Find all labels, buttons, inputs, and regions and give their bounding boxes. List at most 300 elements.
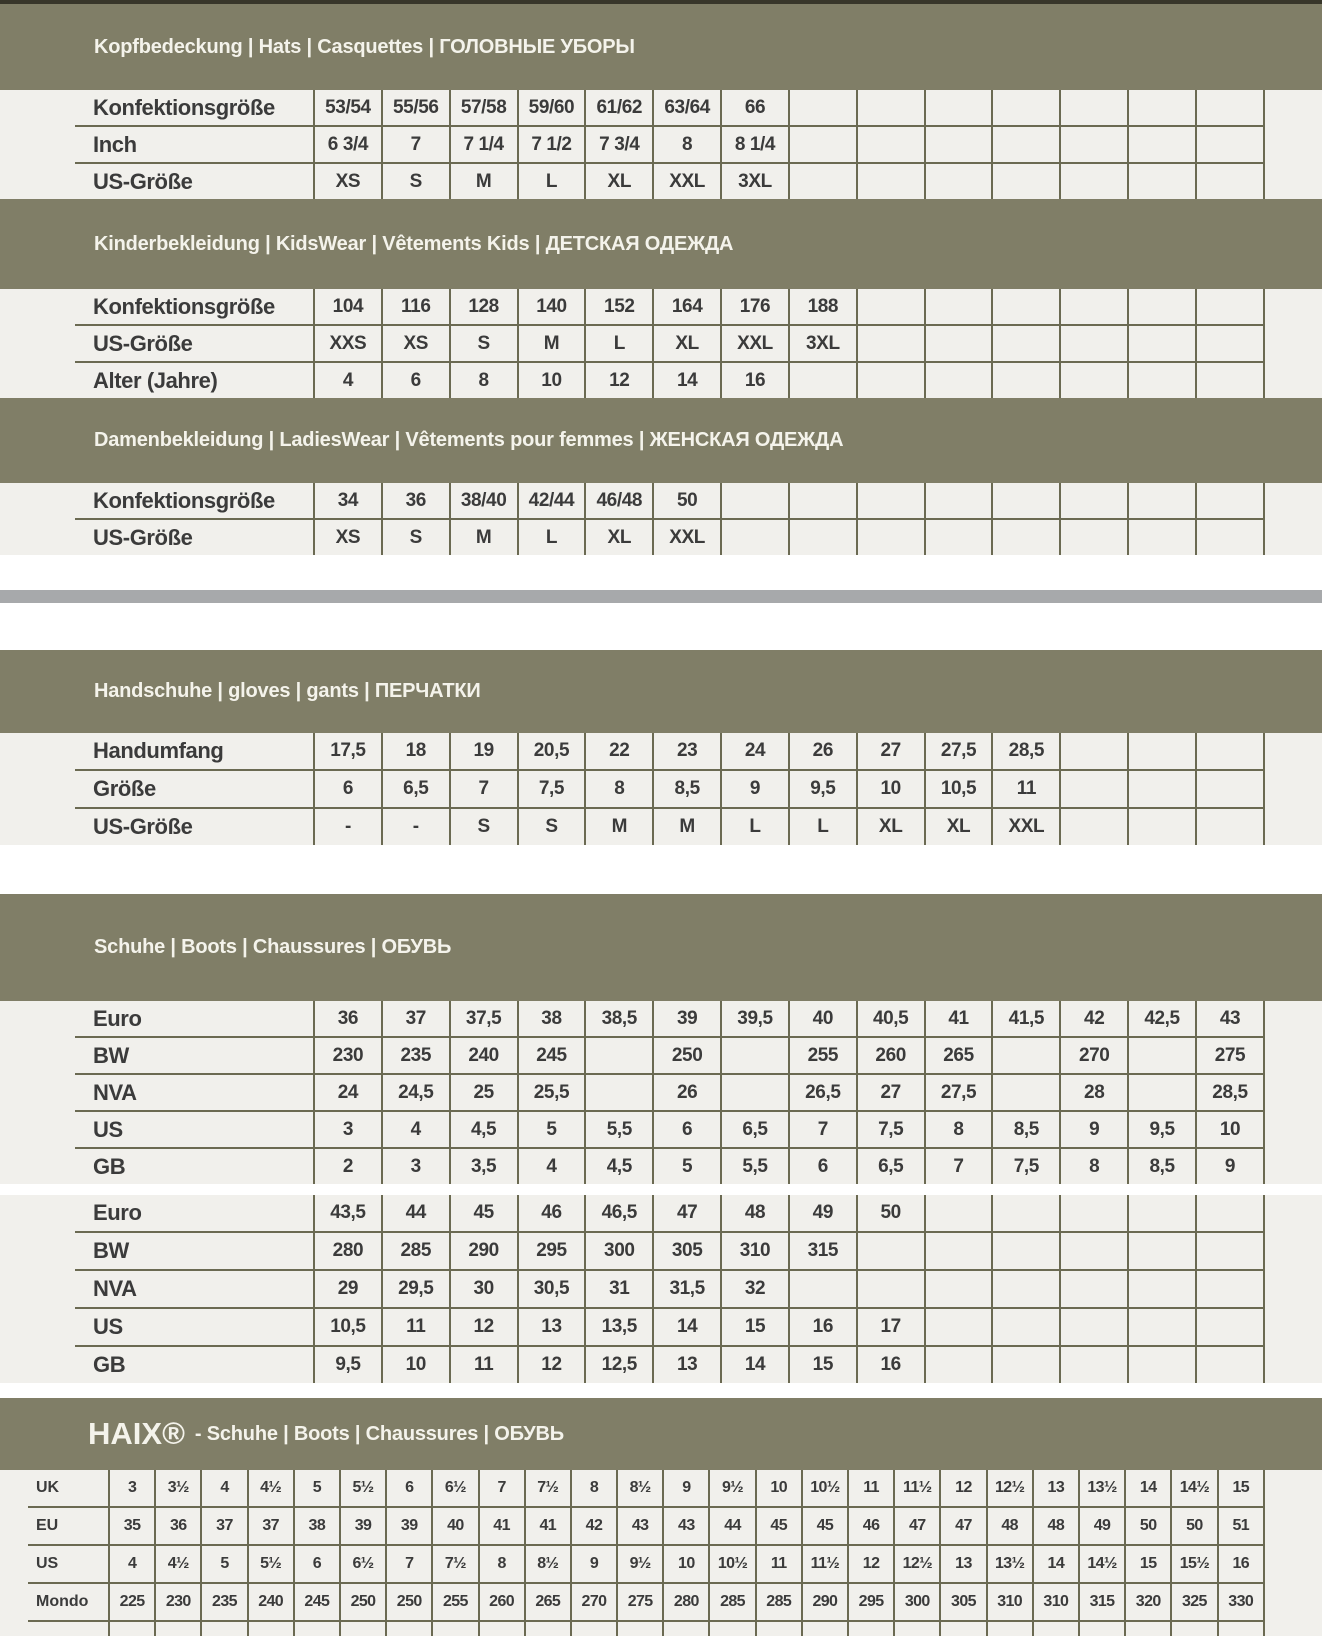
size-cell: S (450, 325, 518, 362)
empty-cell (1128, 1195, 1196, 1232)
size-cell: 230 (155, 1583, 201, 1621)
size-cell: M (585, 808, 653, 845)
size-cell: 12 (450, 1308, 518, 1346)
size-cell: 13½ (1079, 1470, 1125, 1507)
size-cell: 5½ (340, 1470, 386, 1507)
size-cell: S (382, 163, 450, 199)
size-cell: 310 (987, 1583, 1033, 1621)
size-cell: 10 (857, 770, 925, 808)
empty-cell (857, 325, 925, 362)
size-cell: 300 (585, 1232, 653, 1270)
empty-cell (925, 1346, 993, 1383)
size-cell: M (518, 325, 586, 362)
empty-cell (721, 483, 789, 519)
empty-cell (925, 483, 993, 519)
size-cell: 30 (450, 1270, 518, 1308)
table-row (75, 483, 1264, 519)
row-label: US (75, 1308, 314, 1346)
size-grid (28, 1470, 1265, 1636)
section-title-kids: Kinderbekleidung | KidsWear | Vêtements Kids | ДЕТСКАЯ ОДЕЖДА (94, 232, 734, 255)
empty-cell (1196, 362, 1264, 398)
empty-cell (992, 519, 1060, 555)
size-cell: 6½ (340, 1545, 386, 1583)
grid-tail-cell (1033, 1621, 1079, 1636)
size-cell: 38 (294, 1507, 340, 1545)
grid-tail-cell (709, 1621, 755, 1636)
size-cell: 7,5 (857, 1111, 925, 1148)
size-cell: 55/56 (382, 90, 450, 126)
size-cell: 41 (479, 1507, 525, 1545)
size-cell: 41 (525, 1507, 571, 1545)
size-cell: 10,5 (314, 1308, 382, 1346)
size-cell: 8 (925, 1111, 993, 1148)
ladies-size-table (0, 483, 1322, 555)
size-cell: 39 (386, 1507, 432, 1545)
empty-cell (585, 1074, 653, 1111)
size-cell: 40 (432, 1507, 478, 1545)
size-cell: 42,5 (1128, 1001, 1196, 1037)
size-cell: L (721, 808, 789, 845)
empty-cell (992, 1037, 1060, 1074)
size-cell: 7 (386, 1545, 432, 1583)
table-row (75, 1037, 1264, 1074)
size-cell: 250 (386, 1583, 432, 1621)
size-cell: 235 (382, 1037, 450, 1074)
size-cell: 9 (1196, 1148, 1264, 1184)
empty-cell (857, 1232, 925, 1270)
size-cell: 8,5 (653, 770, 721, 808)
size-cell: 12½ (987, 1470, 1033, 1507)
size-cell: 44 (709, 1507, 755, 1545)
size-cell: 46/48 (585, 483, 653, 519)
empty-cell (1060, 1270, 1128, 1308)
size-cell: 13 (1033, 1470, 1079, 1507)
size-cell: 48 (1033, 1507, 1079, 1545)
table-row (75, 1148, 1264, 1184)
empty-cell (992, 362, 1060, 398)
size-cell: 330 (1218, 1583, 1265, 1621)
size-cell: M (450, 163, 518, 199)
size-cell: 48 (987, 1507, 1033, 1545)
size-cell: 24 (721, 733, 789, 770)
size-cell: 310 (721, 1232, 789, 1270)
empty-cell (925, 163, 993, 199)
size-cell: 280 (314, 1232, 382, 1270)
size-cell: 49 (789, 1195, 857, 1232)
section-header-hats (0, 4, 1322, 90)
size-cell: 3½ (155, 1470, 201, 1507)
size-cell: 45 (802, 1507, 848, 1545)
size-cell: 40,5 (857, 1001, 925, 1037)
size-cell: 11 (382, 1308, 450, 1346)
empty-cell (721, 1074, 789, 1111)
size-cell: 49 (1079, 1507, 1125, 1545)
empty-cell (925, 1232, 993, 1270)
grid-tail-cell (756, 1621, 802, 1636)
empty-cell (857, 289, 925, 325)
empty-cell (857, 483, 925, 519)
empty-cell (925, 362, 993, 398)
size-cell: 5 (653, 1148, 721, 1184)
empty-cell (1128, 325, 1196, 362)
empty-cell (1060, 1195, 1128, 1232)
size-cell: 13 (940, 1545, 986, 1583)
size-cell: 6,5 (721, 1111, 789, 1148)
size-grid (75, 1001, 1265, 1184)
size-cell: XXS (314, 325, 382, 362)
size-cell: 7 (479, 1470, 525, 1507)
size-cell: XXL (653, 519, 721, 555)
table-row (75, 126, 1264, 163)
white-gap (0, 845, 1322, 894)
size-cell: 53/54 (314, 90, 382, 126)
size-cell: 12 (518, 1346, 586, 1383)
empty-cell (1128, 770, 1196, 808)
row-label: US-Größe (75, 808, 314, 845)
size-cell: 6 (789, 1148, 857, 1184)
size-cell: 27 (857, 733, 925, 770)
size-cell: 10½ (709, 1545, 755, 1583)
size-cell: XXL (653, 163, 721, 199)
empty-cell (992, 126, 1060, 163)
size-cell: 280 (663, 1583, 709, 1621)
table-row (75, 1195, 1264, 1232)
size-cell: 36 (155, 1507, 201, 1545)
size-cell: XS (314, 163, 382, 199)
section-title-hats: Kopfbedeckung | Hats | Casquettes | ГОЛОВНЫЕ УБОРЫ (94, 35, 635, 58)
empty-cell (925, 1195, 993, 1232)
table-row (28, 1507, 1264, 1545)
size-cell: 29 (314, 1270, 382, 1308)
size-cell: 43 (1196, 1001, 1264, 1037)
row-label: US-Größe (75, 163, 314, 199)
grid-tail-cell (386, 1621, 432, 1636)
size-cell: 230 (314, 1037, 382, 1074)
row-label: Euro (93, 1200, 142, 1225)
size-cell: 6,5 (382, 770, 450, 808)
size-cell: 9 (1060, 1111, 1128, 1148)
size-cell: 27,5 (925, 1074, 993, 1111)
size-cell: 16 (721, 362, 789, 398)
size-cell: 4½ (248, 1470, 294, 1507)
size-cell: 15 (1125, 1545, 1171, 1583)
size-cell: 10½ (802, 1470, 848, 1507)
size-cell: 8 (653, 126, 721, 163)
empty-cell (789, 126, 857, 163)
empty-cell (789, 90, 857, 126)
size-cell: 8½ (525, 1545, 571, 1583)
empty-cell (1060, 733, 1128, 770)
table-row (75, 163, 1264, 199)
size-cell: 24 (314, 1074, 382, 1111)
size-cell: 37 (248, 1507, 294, 1545)
empty-cell (1060, 770, 1128, 808)
empty-cell (992, 325, 1060, 362)
empty-cell (789, 1270, 857, 1308)
empty-cell (789, 519, 857, 555)
row-label: US-Größe (75, 325, 314, 362)
size-cell: XL (925, 808, 993, 845)
size-cell: 325 (1171, 1583, 1217, 1621)
size-cell: 305 (940, 1583, 986, 1621)
size-cell: 176 (721, 289, 789, 325)
size-cell: 46,5 (585, 1195, 653, 1232)
table-row (75, 289, 1264, 325)
size-cell: 11 (992, 770, 1060, 808)
empty-cell (1060, 163, 1128, 199)
empty-cell (925, 519, 993, 555)
size-cell: 3,5 (450, 1148, 518, 1184)
row-label: US (75, 1111, 314, 1148)
size-cell: 9,5 (314, 1346, 382, 1383)
size-cell: 290 (802, 1583, 848, 1621)
size-cell: 61/62 (585, 90, 653, 126)
size-cell: 50 (1171, 1507, 1217, 1545)
empty-cell (789, 483, 857, 519)
section-header-haix (0, 1398, 1322, 1470)
size-cell: 188 (789, 289, 857, 325)
empty-cell (1128, 519, 1196, 555)
empty-cell (789, 362, 857, 398)
empty-cell (1060, 362, 1128, 398)
size-cell: 8 (571, 1470, 617, 1507)
empty-cell (1060, 1232, 1128, 1270)
size-cell: - (314, 808, 382, 845)
empty-cell (1128, 289, 1196, 325)
table-row (75, 770, 1264, 808)
size-cell: 13½ (987, 1545, 1033, 1583)
size-cell: 32 (721, 1270, 789, 1308)
size-cell: 42 (1060, 1001, 1128, 1037)
size-cell: 12 (848, 1545, 894, 1583)
size-cell: 3 (109, 1470, 155, 1507)
empty-cell (1128, 1270, 1196, 1308)
size-cell: 320 (1125, 1583, 1171, 1621)
size-cell: 50 (653, 483, 721, 519)
size-cell: 4 (518, 1148, 586, 1184)
size-cell: 290 (450, 1232, 518, 1270)
size-grid (75, 733, 1265, 845)
size-cell: 46 (518, 1195, 586, 1232)
size-cell: 295 (518, 1232, 586, 1270)
empty-cell (1060, 325, 1128, 362)
size-cell: 26,5 (789, 1074, 857, 1111)
empty-cell (857, 362, 925, 398)
empty-cell (1196, 1195, 1264, 1232)
grid-tail-cell (894, 1621, 940, 1636)
size-cell: XXL (721, 325, 789, 362)
size-cell: 4,5 (450, 1111, 518, 1148)
empty-cell (1128, 733, 1196, 770)
empty-cell (1060, 1346, 1128, 1383)
size-cell: 8 1/4 (721, 126, 789, 163)
size-cell: 9 (571, 1545, 617, 1583)
size-cell: 5 (518, 1111, 586, 1148)
size-cell: 42 (571, 1507, 617, 1545)
grid-tail-cell (848, 1621, 894, 1636)
grid-tail-cell (525, 1621, 571, 1636)
size-cell: 315 (1079, 1583, 1125, 1621)
size-cell: 6 (386, 1470, 432, 1507)
size-cell: 15 (789, 1346, 857, 1383)
table-row (75, 1232, 1264, 1270)
size-cell: 4 (314, 362, 382, 398)
size-cell: L (789, 808, 857, 845)
size-cell: - (382, 808, 450, 845)
empty-cell (857, 1270, 925, 1308)
empty-cell (1196, 770, 1264, 808)
size-cell: 3XL (721, 163, 789, 199)
row-label: BW (75, 1232, 314, 1270)
empty-cell (992, 1346, 1060, 1383)
size-cell: 41 (925, 1001, 993, 1037)
size-cell: 7,5 (992, 1148, 1060, 1184)
section-header-ladies (0, 398, 1322, 483)
empty-cell (925, 126, 993, 163)
row-label: GB (75, 1346, 314, 1383)
size-cell: 14½ (1079, 1545, 1125, 1583)
size-cell: 11½ (894, 1470, 940, 1507)
size-cell: 12½ (894, 1545, 940, 1583)
size-cell: 31 (585, 1270, 653, 1308)
empty-cell (1128, 90, 1196, 126)
empty-cell (1128, 126, 1196, 163)
size-cell: 3 (382, 1148, 450, 1184)
size-cell: 255 (432, 1583, 478, 1621)
empty-cell (1196, 519, 1264, 555)
section-title-shoes: Schuhe | Boots | Chaussures | ОБУВЬ (94, 936, 452, 958)
empty-cell (585, 1037, 653, 1074)
size-cell: 7 (925, 1148, 993, 1184)
section-header-shoes (0, 894, 1322, 1001)
size-cell: 13,5 (585, 1308, 653, 1346)
size-cell: 43 (617, 1507, 663, 1545)
size-cell: 4,5 (585, 1148, 653, 1184)
size-cell: 4½ (155, 1545, 201, 1583)
empty-cell (1060, 483, 1128, 519)
row-label: Handumfang (93, 738, 224, 763)
row-label: Inch (75, 126, 314, 163)
size-cell: 275 (617, 1583, 663, 1621)
grid-tail-cell (109, 1621, 155, 1636)
row-label: Mondo (28, 1583, 109, 1621)
empty-cell (1128, 163, 1196, 199)
empty-cell (1128, 1346, 1196, 1383)
empty-cell (925, 1308, 993, 1346)
empty-cell (925, 289, 993, 325)
size-cell: 17,5 (314, 733, 382, 770)
empty-cell (1060, 289, 1128, 325)
row-label: BW (75, 1037, 314, 1074)
table-row (75, 808, 1264, 845)
size-cell: 31,5 (653, 1270, 721, 1308)
size-cell: 13 (518, 1308, 586, 1346)
table-row (75, 325, 1264, 362)
size-cell: 30,5 (518, 1270, 586, 1308)
size-cell: 29,5 (382, 1270, 450, 1308)
empty-cell (1128, 808, 1196, 845)
empty-cell (1196, 1308, 1264, 1346)
size-cell: 7,5 (518, 770, 586, 808)
size-cell: 45 (756, 1507, 802, 1545)
gloves-size-table (0, 733, 1322, 845)
size-cell: 270 (1060, 1037, 1128, 1074)
size-grid (75, 90, 1265, 199)
size-cell: 18 (382, 733, 450, 770)
size-cell: 310 (1033, 1583, 1079, 1621)
size-cell: 16 (857, 1346, 925, 1383)
size-cell: 14 (653, 1308, 721, 1346)
empty-cell (992, 1270, 1060, 1308)
size-cell: 8,5 (992, 1111, 1060, 1148)
empty-cell (992, 1308, 1060, 1346)
size-cell: 10,5 (925, 770, 993, 808)
empty-cell (992, 483, 1060, 519)
size-cell: 39 (653, 1001, 721, 1037)
grid-tail-cell (248, 1621, 294, 1636)
size-cell: 5,5 (721, 1148, 789, 1184)
row-label: Größe (75, 770, 314, 808)
size-cell: 152 (585, 289, 653, 325)
size-cell: 140 (518, 289, 586, 325)
size-cell: 9 (663, 1470, 709, 1507)
size-cell: 7½ (525, 1470, 571, 1507)
section-title-ladies: Damenbekleidung | LadiesWear | Vêtements pour femmes | ЖЕНСКАЯ ОДЕЖДА (94, 429, 844, 451)
kids-size-table (0, 289, 1322, 398)
size-cell: 4 (201, 1470, 247, 1507)
size-cell: XL (585, 519, 653, 555)
white-gap (0, 1184, 1322, 1195)
empty-cell (992, 1074, 1060, 1111)
empty-cell (857, 519, 925, 555)
size-cell: 26 (653, 1074, 721, 1111)
empty-cell (857, 126, 925, 163)
size-cell: S (382, 519, 450, 555)
size-cell: 245 (294, 1583, 340, 1621)
size-cell: 245 (518, 1037, 586, 1074)
size-cell: 50 (1125, 1507, 1171, 1545)
size-cell: 10 (663, 1545, 709, 1583)
size-cell: 10 (1196, 1111, 1264, 1148)
table-row (28, 1583, 1264, 1621)
size-cell: XL (585, 163, 653, 199)
size-cell: 10 (518, 362, 586, 398)
size-cell: 235 (201, 1583, 247, 1621)
size-cell: 47 (894, 1507, 940, 1545)
size-cell: 240 (248, 1583, 294, 1621)
grid-tail-cell (1125, 1621, 1171, 1636)
size-grid (75, 1195, 1265, 1383)
size-cell: 39,5 (721, 1001, 789, 1037)
size-cell: 66 (721, 90, 789, 126)
size-cell: 20,5 (518, 733, 586, 770)
table-row (75, 1270, 1264, 1308)
row-label: NVA (75, 1270, 314, 1308)
size-cell: 37 (201, 1507, 247, 1545)
size-cell: 14 (1125, 1470, 1171, 1507)
size-cell: 15½ (1171, 1545, 1217, 1583)
size-cell: 6½ (432, 1470, 478, 1507)
size-cell: 12 (940, 1470, 986, 1507)
size-cell: 8,5 (1128, 1148, 1196, 1184)
row-label: Konfektionsgröße (93, 293, 275, 319)
table-row (28, 1470, 1264, 1507)
grid-tail-cell (432, 1621, 478, 1636)
size-cell: 260 (479, 1583, 525, 1621)
grid-tail-cell (1079, 1621, 1125, 1636)
section-divider-bar (0, 590, 1322, 603)
size-cell: 35 (109, 1507, 155, 1545)
